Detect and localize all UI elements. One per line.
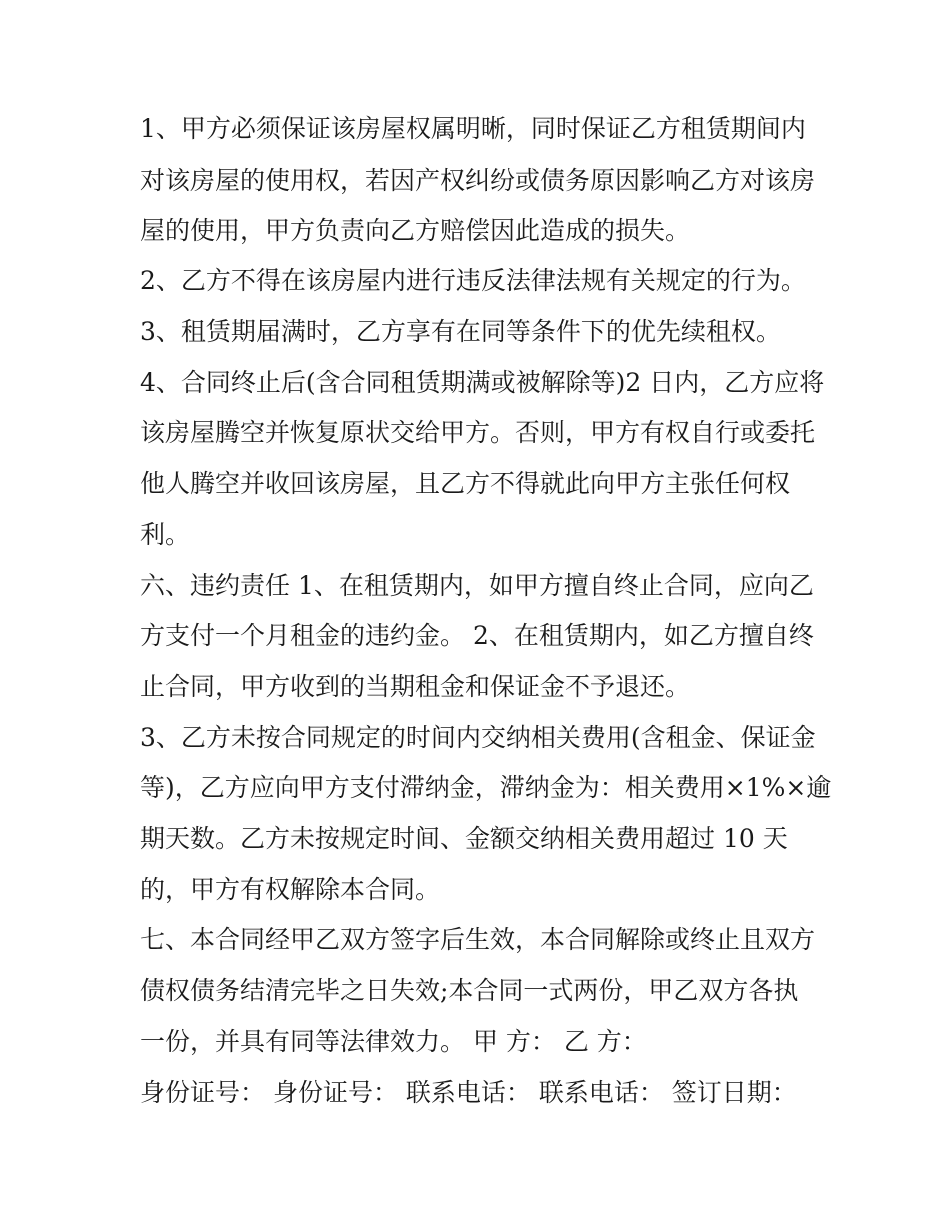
text-line: 期天数。乙方未按规定时间、金额交纳相关费用超过 10 天 [140,824,788,853]
text-line: 方支付一个月租金的违约金。 2、在租赁期内，如乙方擅自终 [140,621,814,650]
text-line: 3、租赁期届满时，乙方享有在同等条件下的优先续租权。 [140,317,781,346]
text-line: 该房屋腾空并恢复原状交给甲方。否则，甲方有权自行或委托 [140,418,816,447]
text-line: 一份，并具有同等法律效力。 甲 方： 乙 方： [140,1027,647,1056]
text-line: 4、合同终止后(含合同租赁期满或被解除等)2 日内，乙方应将 [140,368,825,397]
text-line: 债权债务结清完毕之日失效;本合同一式两份，甲乙双方各执 [140,976,799,1005]
text-line: 身份证号： 身份证号： 联系电话： 联系电话： 签订日期： [140,1078,797,1107]
text-line: 对该房屋的使用权，若因产权纠纷或债务原因影响乙方对该房 [140,166,816,195]
text-line: 3、乙方未按合同规定的时间内交纳相关费用(含租金、保证金 [140,723,816,752]
text-line: 等)，乙方应向甲方支付滞纳金，滞纳金为：相关费用×1%×逾 [140,773,832,802]
text-line: 七、本合同经甲乙双方签字后生效，本合同解除或终止且双方 [140,925,816,954]
text-line: 他人腾空并收回该房屋，且乙方不得就此向甲方主张任何权 [140,469,791,498]
text-line: 利。 [140,520,191,549]
text-line: 的，甲方有权解除本合同。 [140,875,441,904]
text-line: 2、乙方不得在该房屋内进行违反法律法规有关规定的行为。 [140,266,806,295]
text-line: 屋的使用，甲方负责向乙方赔偿因此造成的损失。 [140,216,691,245]
text-line: 止合同，甲方收到的当期租金和保证金不予退还。 [140,672,691,701]
text-line: 六、违约责任 1、在租赁期内，如甲方擅自终止合同，应向乙 [140,571,814,600]
text-line: 1、甲方必须保证该房屋权属明晰，同时保证乙方租赁期间内 [140,114,806,143]
